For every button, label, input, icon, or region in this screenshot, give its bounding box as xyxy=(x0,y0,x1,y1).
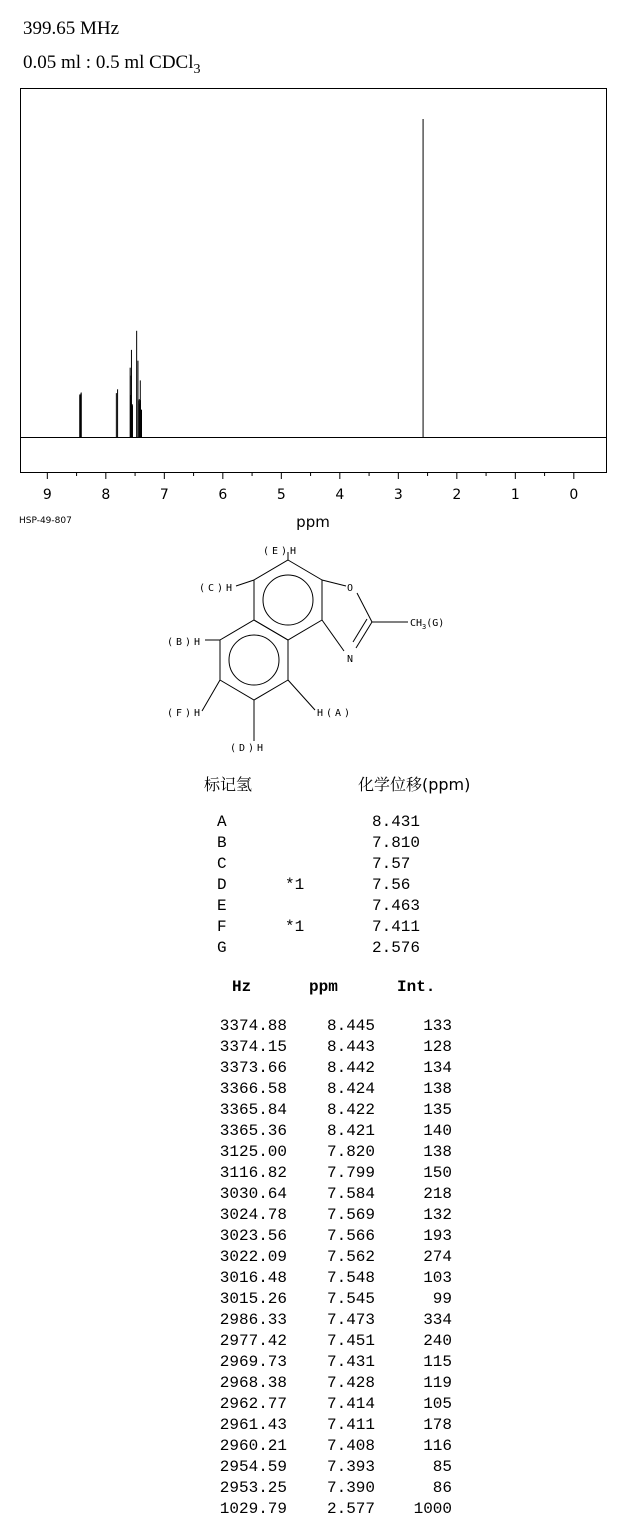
assignment-row xyxy=(0,855,626,876)
peak-hz: 3374.88 xyxy=(219,1017,287,1035)
x-tick-label: 3 xyxy=(393,487,403,503)
lower-aromatic-circle xyxy=(229,635,279,685)
x-tick-label: 1 xyxy=(510,487,520,503)
peak-row xyxy=(0,1059,626,1080)
peak-intensity: 240 xyxy=(423,1332,452,1350)
peak-ppm: 8.421 xyxy=(326,1122,375,1140)
peak-row xyxy=(0,1038,626,1059)
assignment-shift: 8.431 xyxy=(372,813,421,831)
peak-row xyxy=(0,1332,626,1353)
peak-ppm: 8.443 xyxy=(326,1038,375,1056)
peak-intensity: 140 xyxy=(423,1122,452,1140)
x-axis-label: ppm xyxy=(296,513,330,531)
peak-hz: 3023.56 xyxy=(219,1227,287,1245)
peak-row xyxy=(0,1374,626,1395)
solvent-text: 0.05 ml : 0.5 ml CDCl xyxy=(23,52,194,73)
peak-intensity: 85 xyxy=(432,1458,452,1476)
peak-intensity: 178 xyxy=(423,1416,452,1434)
assignment-row xyxy=(0,876,626,897)
peak-row xyxy=(0,1290,626,1311)
assignment-row xyxy=(0,939,626,960)
peak-hz: 3116.82 xyxy=(219,1164,287,1182)
peak-row xyxy=(0,1227,626,1248)
assignment-shift: 7.411 xyxy=(372,918,421,936)
x-tick-label: 4 xyxy=(335,487,345,503)
peak-ppm: 7.414 xyxy=(326,1395,375,1413)
peak-ppm: 7.431 xyxy=(326,1353,375,1371)
peak-intensity: 150 xyxy=(423,1164,452,1182)
peak-intensity: 134 xyxy=(423,1059,452,1077)
peak-ppm: 8.445 xyxy=(326,1017,375,1035)
peak-ppm: 7.799 xyxy=(326,1164,375,1182)
peak-header-hz: Hz xyxy=(232,978,252,996)
assignment-note: *1 xyxy=(285,918,305,936)
peak-header-ppm: ppm xyxy=(309,978,338,996)
peak-intensity: 119 xyxy=(423,1374,452,1392)
assignment-row xyxy=(0,918,626,939)
lower-benzene-ring xyxy=(220,620,288,700)
upper-aromatic-circle xyxy=(263,575,313,625)
peak-ppm: 7.566 xyxy=(326,1227,375,1245)
peak-intensity: 138 xyxy=(423,1143,452,1161)
peak-ppm: 7.411 xyxy=(326,1416,375,1434)
peak-intensity: 138 xyxy=(423,1080,452,1098)
peak-row xyxy=(0,1416,626,1437)
label-G xyxy=(410,618,444,631)
peak-hz: 3365.84 xyxy=(219,1101,287,1119)
label-B: (B)H xyxy=(167,637,200,648)
peak-row xyxy=(0,1101,626,1122)
peak-hz: 3373.66 xyxy=(219,1059,287,1077)
peak-ppm: 7.820 xyxy=(326,1143,375,1161)
solvent-subscript: 3 xyxy=(193,61,201,77)
assignment-header-shift: 化学位移(ppm) xyxy=(358,775,471,794)
assignment-shift: 7.57 xyxy=(372,855,411,873)
label-C: (C)H xyxy=(199,583,232,594)
x-tick-label: 2 xyxy=(452,487,462,503)
assignment-note: *1 xyxy=(285,876,305,894)
peak-row xyxy=(0,1458,626,1479)
peak-ppm: 8.442 xyxy=(326,1059,375,1077)
label-A: H(A) xyxy=(317,708,350,719)
peak-hz: 1029.79 xyxy=(219,1500,287,1518)
peak-ppm: 7.548 xyxy=(326,1269,375,1287)
peak-row xyxy=(0,1122,626,1143)
peak-row xyxy=(0,1206,626,1227)
assignment-label: C xyxy=(217,855,227,873)
oxygen-atom: O xyxy=(347,583,354,594)
peak-intensity: 128 xyxy=(423,1038,452,1056)
peak-intensity: 334 xyxy=(423,1311,452,1329)
assignment-label: D xyxy=(217,876,227,894)
peak-series xyxy=(80,119,423,437)
peak-ppm: 7.569 xyxy=(326,1206,375,1224)
peak-row xyxy=(0,1500,626,1521)
peak-intensity: 193 xyxy=(423,1227,452,1245)
peak-hz: 2968.38 xyxy=(219,1374,287,1392)
peak-hz: 2954.59 xyxy=(219,1458,287,1476)
assignment-label: A xyxy=(217,813,227,831)
peak-ppm: 7.451 xyxy=(326,1332,375,1350)
assignment-row xyxy=(0,834,626,855)
upper-benzene-ring xyxy=(254,560,322,640)
x-axis xyxy=(43,472,578,503)
peak-hz: 2953.25 xyxy=(219,1479,287,1497)
plot-frame xyxy=(21,89,607,473)
spectrometer-frequency: 399.65 MHz xyxy=(23,18,120,39)
nmr-spectrum-chart xyxy=(0,0,626,540)
assignment-row xyxy=(0,813,626,834)
assignment-label: B xyxy=(217,834,227,852)
assignment-row xyxy=(0,897,626,918)
peak-intensity: 133 xyxy=(423,1017,452,1035)
peak-intensity: 105 xyxy=(423,1395,452,1413)
peak-header-int: Int. xyxy=(397,978,436,996)
peak-row xyxy=(0,1479,626,1500)
peak-intensity: 116 xyxy=(423,1437,452,1455)
peak-ppm: 7.428 xyxy=(326,1374,375,1392)
peak-hz: 3365.36 xyxy=(219,1122,287,1140)
x-tick-label: 5 xyxy=(276,487,286,503)
peak-row xyxy=(0,1269,626,1290)
peak-hz: 3015.26 xyxy=(219,1290,287,1308)
assignment-label: F xyxy=(217,918,227,936)
spectrum-code: HSP-49-807 xyxy=(19,516,72,526)
assignment-label: G xyxy=(217,939,227,957)
assignment-shift: 2.576 xyxy=(372,939,421,957)
molecular-structure xyxy=(150,538,480,763)
peak-row xyxy=(0,1164,626,1185)
methyl-text: CH xyxy=(410,618,423,629)
peak-hz: 2969.73 xyxy=(219,1353,287,1371)
x-tick-label: 6 xyxy=(218,487,228,503)
peak-ppm: 8.422 xyxy=(326,1101,375,1119)
peak-row xyxy=(0,1080,626,1101)
methyl-subscript: 3 xyxy=(422,623,427,631)
peak-intensity: 86 xyxy=(432,1479,452,1497)
peak-hz: 3125.00 xyxy=(219,1143,287,1161)
peak-hz: 3030.64 xyxy=(219,1185,287,1203)
peak-hz: 3374.15 xyxy=(219,1038,287,1056)
peak-intensity: 115 xyxy=(423,1353,452,1371)
peak-ppm: 7.390 xyxy=(326,1479,375,1497)
peak-hz: 2960.21 xyxy=(219,1437,287,1455)
peak-intensity: 103 xyxy=(423,1269,452,1287)
label-E: (E)H xyxy=(263,546,296,557)
peak-hz: 2986.33 xyxy=(219,1311,287,1329)
peak-intensity: 1000 xyxy=(413,1500,452,1518)
peak-ppm: 8.424 xyxy=(326,1080,375,1098)
x-tick-label: 8 xyxy=(101,487,111,503)
assignment-shift: 7.56 xyxy=(372,876,411,894)
peak-hz: 3366.58 xyxy=(219,1080,287,1098)
peak-row xyxy=(0,1437,626,1458)
x-tick-label: 9 xyxy=(42,487,52,503)
x-tick-label: 0 xyxy=(569,487,579,503)
peak-hz: 2962.77 xyxy=(219,1395,287,1413)
peak-row xyxy=(0,1248,626,1269)
assignment-label: E xyxy=(217,897,227,915)
peak-ppm: 2.577 xyxy=(326,1500,375,1518)
peak-intensity: 218 xyxy=(423,1185,452,1203)
peak-row xyxy=(0,1185,626,1206)
peak-row xyxy=(0,1395,626,1416)
peak-ppm: 7.408 xyxy=(326,1437,375,1455)
peak-hz: 3022.09 xyxy=(219,1248,287,1266)
label-F: (F)H xyxy=(167,708,200,719)
nitrogen-atom: N xyxy=(347,654,354,665)
peak-ppm: 7.473 xyxy=(326,1311,375,1329)
methyl-label: (G) xyxy=(426,618,445,629)
peak-intensity: 132 xyxy=(423,1206,452,1224)
peak-hz: 3016.48 xyxy=(219,1269,287,1287)
assignment-shift: 7.810 xyxy=(372,834,421,852)
label-D: (D)H xyxy=(230,743,263,754)
peak-hz: 2961.43 xyxy=(219,1416,287,1434)
peak-row xyxy=(0,1143,626,1164)
peak-row xyxy=(0,1311,626,1332)
peak-ppm: 7.393 xyxy=(326,1458,375,1476)
peak-row xyxy=(0,1017,626,1038)
peak-ppm: 7.562 xyxy=(326,1248,375,1266)
peak-ppm: 7.584 xyxy=(326,1185,375,1203)
peak-intensity: 99 xyxy=(432,1290,452,1308)
peak-intensity: 135 xyxy=(423,1101,452,1119)
peak-row xyxy=(0,1353,626,1374)
peak-hz: 3024.78 xyxy=(219,1206,287,1224)
peak-intensity: 274 xyxy=(423,1248,452,1266)
assignment-shift: 7.463 xyxy=(372,897,421,915)
peak-ppm: 7.545 xyxy=(326,1290,375,1308)
peak-hz: 2977.42 xyxy=(219,1332,287,1350)
x-tick-label: 7 xyxy=(159,487,169,503)
assignment-header-label: 标记氢 xyxy=(204,775,253,794)
